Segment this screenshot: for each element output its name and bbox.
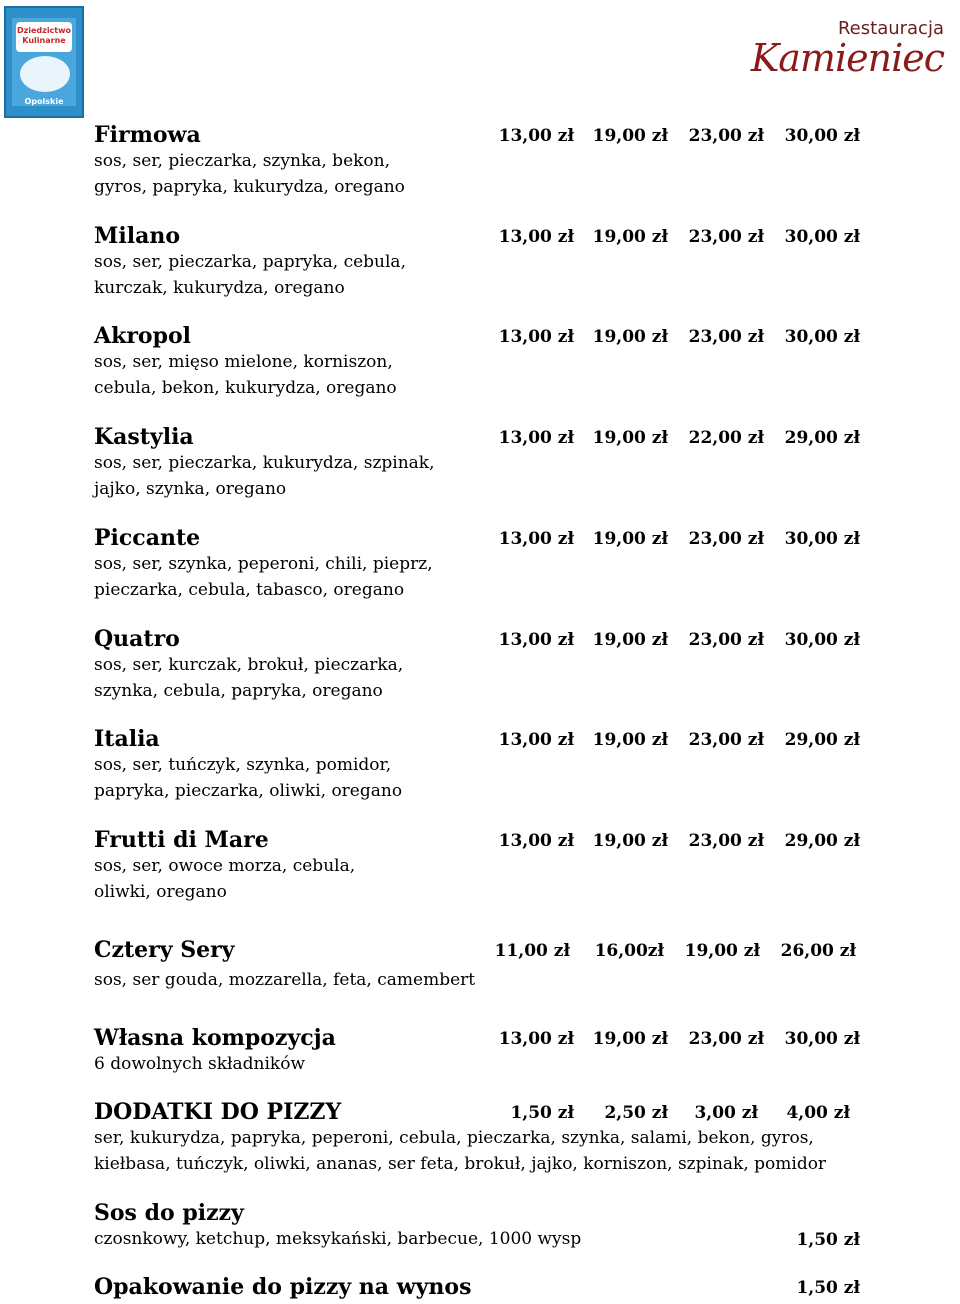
price-row [494,126,860,146]
price: 19,00 zł [592,227,668,247]
pizza-desc: szynka, cebula, papryka, oregano [94,681,383,701]
price: 23,00 zł [688,126,764,146]
restaurant-logo-name: Kamieniec [750,36,944,80]
price: 30,00 zł [784,1029,860,1049]
price: 23,00 zł [688,529,764,549]
price: 3,00 zł [694,1103,758,1123]
price: 19,00 zł [592,831,668,851]
price: 19,00 zł [592,730,668,750]
pizza-desc: sos, ser, pieczarka, kukurydza, szpinak, [94,453,435,473]
price: 19,00 zł [592,1029,668,1049]
price: 30,00 zł [784,529,860,549]
pizza-desc: pieczarka, cebula, tabasco, oregano [94,580,405,600]
pizza-desc: sos, ser, owoce morza, cebula, [94,856,356,876]
toppings-title: DODATKI DO PIZZY [94,1099,342,1125]
pizza-name: Własna kompozycja [94,1025,336,1051]
price-row [494,1029,860,1049]
price: 30,00 zł [784,327,860,347]
pizza-name: Kastylia [94,424,194,450]
price: 13,00 zł [498,428,574,448]
pizza-desc: oliwki, oregano [94,882,227,902]
price: 19,00 zł [592,428,668,448]
pizza-desc: cebula, bekon, kukurydza, oregano [94,378,397,398]
price: 13,00 zł [498,730,574,750]
price: 13,00 zł [498,327,574,347]
price: 4,00 zł [786,1103,850,1123]
price: 19,00 zł [592,126,668,146]
price: 19,00 zł [592,327,668,347]
price: 22,00 zł [688,428,764,448]
price: 2,50 zł [604,1103,668,1123]
pizza-name: Quatro [94,626,180,652]
pizza-desc: sos, ser, pieczarka, papryka, cebula, [94,252,406,272]
pizza-desc: sos, ser gouda, mozzarella, feta, camembert [94,970,476,990]
pizza-name: Akropol [94,323,191,349]
logo-badge-text: Dziedzictwo Kulinarne [16,22,72,52]
sauce-section [94,1200,860,1252]
pizza-name: Italia [94,726,160,752]
price: 11,00 zł [494,941,570,961]
price: 30,00 zł [784,227,860,247]
price-row [490,941,856,961]
pizza-desc: 6 dowolnych składników [94,1054,306,1074]
pizza-desc: gyros, papryka, kukurydza, oregano [94,177,405,197]
price-row [494,630,860,650]
price: 30,00 zł [784,630,860,650]
price: 23,00 zł [688,1029,764,1049]
sauce-price: 1,50 zł [796,1230,860,1250]
price: 23,00 zł [688,831,764,851]
price-row [494,730,860,750]
price: 23,00 zł [688,630,764,650]
pizza-desc: papryka, pieczarka, oliwki, oregano [94,781,403,801]
packaging-section [94,1274,860,1300]
restaurant-logo [746,14,946,84]
price: 29,00 zł [784,428,860,448]
price: 19,00 zł [684,941,760,961]
price: 13,00 zł [498,529,574,549]
price: 23,00 zł [688,327,764,347]
toppings-list: kiełbasa, tuńczyk, oliwki, ananas, ser feta, brokuł, jajko, korniszon, szpinak, pomidor [94,1154,827,1174]
pizza-desc: jajko, szynka, oregano [94,479,287,499]
price: 16,00zł [594,941,664,961]
pizza-name: Cztery Sery [94,937,235,963]
toppings-list: ser, kukurydza, papryka, peperoni, cebula, pieczarka, szynka, salami, bekon, gyros, [94,1128,814,1148]
price: 13,00 zł [498,227,574,247]
price-row [494,327,860,347]
price: 19,00 zł [592,630,668,650]
sauce-list: czosnkowy, ketchup, meksykański, barbecue, 1000 wysp [94,1229,582,1249]
plate-icon [20,56,70,92]
sauce-title: Sos do pizzy [94,1200,244,1226]
dziedzictwo-kulinarne-logo [4,6,84,118]
price: 26,00 zł [780,941,856,961]
price: 13,00 zł [498,831,574,851]
pizza-desc: sos, ser, szynka, peperoni, chili, pieprz, [94,554,433,574]
toppings-price-row [494,1103,850,1123]
price-row [494,227,860,247]
pizza-name: Firmowa [94,122,201,148]
price: 29,00 zł [784,831,860,851]
price-row [494,428,860,448]
price: 30,00 zł [784,126,860,146]
price: 19,00 zł [592,529,668,549]
restaurant-logo-label: Restauracja [837,18,944,39]
pizza-desc: kurczak, kukurydza, oregano [94,278,345,298]
price-row [494,831,860,851]
packaging-title: Opakowanie do pizzy na wynos [94,1274,472,1300]
logo-region-text: Opolskie [24,97,64,106]
pizza-desc: sos, ser, kurczak, brokuł, pieczarka, [94,655,404,675]
packaging-price: 1,50 zł [796,1278,860,1298]
price: 13,00 zł [498,126,574,146]
pizza-desc: sos, ser, mięso mielone, korniszon, [94,352,393,372]
price: 1,50 zł [510,1103,574,1123]
pizza-name: Milano [94,223,180,249]
price: 13,00 zł [498,630,574,650]
pizza-desc: sos, ser, pieczarka, szynka, bekon, [94,151,391,171]
price: 23,00 zł [688,730,764,750]
price-row [494,529,860,549]
price: 29,00 zł [784,730,860,750]
pizza-name: Frutti di Mare [94,827,269,853]
price: 23,00 zł [688,227,764,247]
pizza-name: Piccante [94,525,201,551]
pizza-desc: sos, ser, tuńczyk, szynka, pomidor, [94,755,392,775]
price: 13,00 zł [498,1029,574,1049]
